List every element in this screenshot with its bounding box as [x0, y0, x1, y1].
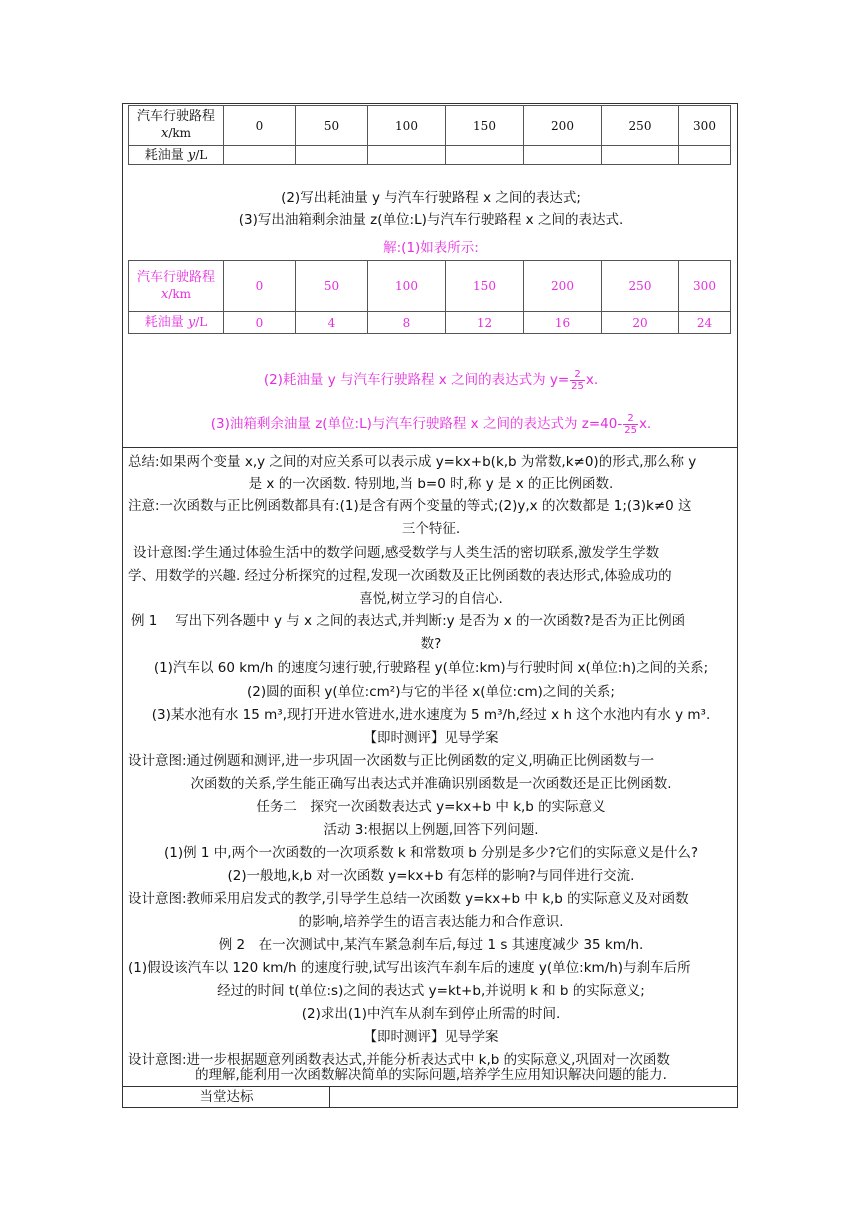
section-divider — [123, 447, 737, 448]
var-y: y — [187, 315, 196, 330]
table-cell: 250 — [602, 106, 679, 146]
design-intent-line: 设计意图:通过例题和测评,进一步巩固一次函数与正比例函数的定义,明确正比例函数与一 — [128, 753, 655, 769]
column-divider — [329, 1086, 330, 1108]
example-1-line: 例 1 写出下列各题中 y 与 x 之间的表达式,并判断:y 是否为 x 的一次函数?是否为正比例函 — [131, 613, 686, 629]
table-cell: 8 — [368, 312, 446, 334]
design-intent-line: 设计意图:教师采用启发式的教学,引导学生总结一次函数 y=kx+b 中 k,b 的实际意义及对函数 — [128, 891, 689, 907]
example-2-item: (1)假设该汽车以 120 km/h 的速度行驶,试写出该汽车刹车后的速度 y(单位:km/h)与刹车后所 — [128, 960, 691, 976]
row-header-fuel — [129, 312, 224, 334]
example-1-line: 数? — [420, 636, 442, 652]
example-1-item: (3)某水池有水 15 m³,现打开进水管进水,进水速度为 5 m³/h,经过 x h 这个水池内有水 y m³. — [151, 707, 711, 723]
var-x: x — [160, 286, 169, 302]
table-cell: 12 — [446, 312, 524, 334]
denominator: 25 — [624, 424, 637, 436]
numerator: 2 — [623, 413, 638, 425]
fraction — [623, 413, 638, 436]
design-intent-line: 次函数的关系,学生能正确写出表达式并准确识别函数是一次函数还是正比例函数. — [190, 776, 672, 792]
activity-3-item: (1)例 1 中,两个一次函数的一次项系数 k 和常数项 b 分别是多少?它们的实际意义是什么? — [164, 845, 698, 861]
in-class-assessment-label: 当堂达标 — [199, 1089, 254, 1105]
table-cell: 24 — [679, 312, 731, 334]
activity-3-heading: 活动 3:根据以上例题,回答下列问题. — [323, 822, 539, 838]
table-cell: 300 — [679, 106, 731, 146]
table-cell — [602, 146, 679, 165]
unit: /km — [168, 126, 192, 140]
answer-3-suffix: x. — [638, 416, 652, 432]
activity-3-item: (2)一般地,k,b 对一次函数 y=kx+b 有怎样的影响?与同伴进行交流. — [227, 868, 635, 884]
question-2: (2)写出耗油量 y 与汽车行驶路程 x 之间的表达式; — [281, 190, 581, 206]
answer-3 — [128, 411, 734, 437]
example-1-item: (2)圆的面积 y(单位:cm²)与它的半径 x(单位:cm)之间的关系; — [247, 684, 615, 700]
table-cell: 100 — [368, 261, 446, 312]
fraction — [570, 369, 585, 392]
design-intent-line: 的影响,培养学生的语言表达能力和合作意识. — [298, 914, 564, 930]
row-header-distance — [129, 106, 224, 146]
summary-line: 是 x 的一次函数. 特别地,当 b=0 时,称 y 是 x 的正比例函数. — [248, 476, 614, 492]
row-header-distance — [129, 261, 224, 312]
table-cell: 20 — [602, 312, 679, 334]
table-cell: 200 — [524, 106, 602, 146]
example-2-item: (2)求出(1)中汽车从刹车到停止所需的时间. — [301, 1006, 561, 1022]
table-cell: 16 — [524, 312, 602, 334]
table-cell: 50 — [296, 106, 368, 146]
var-x: x — [160, 126, 169, 141]
denominator: 25 — [571, 380, 584, 392]
example-2-item: 经过的时间 t(单位:s)之间的表达式 y=kt+b,并说明 k 和 b 的实际意义; — [217, 983, 645, 999]
note-line: 三个特征. — [401, 521, 461, 537]
instant-test-heading: 【即时测评】见导学案 — [363, 1029, 499, 1045]
unit: /km — [168, 286, 192, 301]
table-cell — [446, 146, 524, 165]
answer-2-suffix: x. — [585, 372, 599, 388]
row-header-fuel — [129, 146, 224, 165]
table-cell: 0 — [224, 261, 296, 312]
summary-line: 总结:如果两个变量 x,y 之间的对应关系可以表示成 y=kx+b(k,b 为常数,k≠0)的形式,那么称 y — [128, 454, 697, 470]
table-cell: 150 — [446, 261, 524, 312]
unit: /L — [195, 315, 208, 329]
question-3: (3)写出油箱剩余油量 z(单位:L)与汽车行驶路程 x 之间的表达式. — [238, 212, 624, 228]
table-cell — [524, 146, 602, 165]
row-label: 汽车行驶路程 — [136, 269, 215, 285]
table-cell: 250 — [602, 261, 679, 312]
table-cell: 0 — [224, 106, 296, 146]
task-2-heading: 任务二 探究一次函数表达式 y=kx+b 中 k,b 的实际意义 — [256, 799, 606, 815]
mileage-fuel-table — [128, 105, 731, 165]
design-intent-line: 设计意图:进一步根据题意列函数表达式,并能分析表达式中 k,b 的实际意义,巩固对一次函数 — [128, 1052, 670, 1068]
answer-2-text: (2)耗油量 y 与汽车行驶路程 x 之间的表达式为 y= — [263, 372, 570, 388]
row-label: 耗油量 — [144, 315, 184, 330]
example-1-item: (1)汽车以 60 km/h 的速度匀速行驶,行驶路程 y(单位:km)与行驶时间 x(单位:h)之间的关系; — [153, 660, 709, 676]
table-cell: 200 — [524, 261, 602, 312]
table-cell — [224, 146, 296, 165]
table-cell: 50 — [296, 261, 368, 312]
table-cell — [296, 146, 368, 165]
example-2-line: 例 2 在一次测试中,某汽车紧急刹车后,每过 1 s 其速度减少 35 km/h. — [218, 937, 644, 953]
design-intent-line: 的理解,能利用一次函数解决简单的实际问题,培养学生应用知识解决问题的能力. — [195, 1067, 667, 1083]
var-y: y — [187, 147, 196, 163]
table-cell — [679, 146, 731, 165]
answer-table — [128, 260, 731, 334]
table-cell — [368, 146, 446, 165]
answer-intro: 解:(1)如表所示: — [383, 240, 479, 256]
table-cell: 100 — [368, 106, 446, 146]
table-cell: 150 — [446, 106, 524, 146]
design-intent-line: 学、用数学的兴趣. 经过分析探究的过程,发现一次函数及正比例函数的表达形式,体验成功的 — [128, 568, 672, 584]
numerator: 2 — [570, 369, 585, 381]
row-label: 耗油量 — [144, 147, 184, 163]
table-cell: 300 — [679, 261, 731, 312]
unit: /L — [195, 147, 208, 162]
table-cell: 0 — [224, 312, 296, 334]
note-line: 注意:一次函数与正比例函数都具有:(1)是含有两个变量的等式;(2)y,x 的次数都是 1;(3)k≠0 这 — [128, 498, 692, 514]
answer-2 — [128, 367, 734, 393]
design-intent-line: 设计意图:学生通过体验生活中的数学问题,感受数学与人类生活的密切联系,激发学生学数 — [133, 545, 660, 561]
design-intent-line: 喜悦,树立学习的自信心. — [359, 591, 503, 607]
row-label: 汽车行驶路程 — [136, 109, 215, 124]
instant-test-heading: 【即时测评】见导学案 — [363, 730, 499, 746]
answer-3-text: (3)油箱剩余油量 z(单位:L)与汽车行驶路程 x 之间的表达式为 z=40- — [210, 416, 623, 432]
table-cell: 4 — [296, 312, 368, 334]
